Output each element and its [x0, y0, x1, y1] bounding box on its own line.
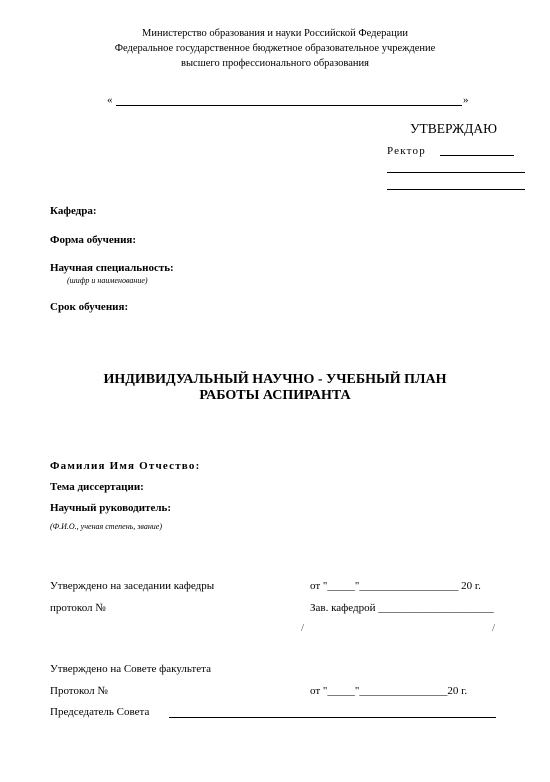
study-period-label: Срок обучения:	[50, 301, 129, 313]
thesis-topic-label: Тема диссертации:	[50, 481, 144, 493]
approval-title: УТВЕРЖДАЮ	[410, 121, 498, 136]
council-protocol-label: Протокол №	[50, 685, 108, 697]
quote-close: »	[463, 94, 469, 106]
slash-right: /	[492, 622, 496, 634]
department-label: Кафедра:	[50, 205, 97, 217]
approval-date-line	[387, 189, 525, 190]
ministry-line: Министерство образования и науки Российской Федерации	[142, 28, 408, 39]
department-head-label	[310, 602, 494, 614]
department-head-signature-line: _____________________	[378, 602, 494, 614]
council-chair-signature-line	[169, 717, 496, 718]
department-approval-date: от "_____"__________________ 20 г.	[310, 580, 481, 592]
department-head-text: Зав. кафедрой	[310, 602, 379, 614]
council-approval-text: Утверждено на Совете факультета	[50, 663, 211, 675]
council-chair-label: Председатель Совета	[50, 706, 150, 718]
document-title-line2: РАБОТЫ АСПИРАНТА	[199, 388, 351, 403]
university-name-line	[116, 105, 462, 106]
rector-name-line	[387, 172, 525, 173]
slash-left: /	[301, 622, 305, 634]
council-approval-date: от "_____"________________20 г.	[310, 685, 468, 697]
supervisor-note: (Ф.И.О., ученая степень, звание)	[50, 522, 163, 531]
education-level-line: высшего профессионального образования	[181, 58, 369, 69]
department-approval-text: Утверждено на заседании кафедры	[50, 580, 215, 592]
full-name-label: Фамилия Имя Отчество:	[50, 460, 201, 472]
specialty-note: (шифр и наименование)	[67, 276, 148, 285]
supervisor-label: Научный руководитель:	[50, 502, 171, 514]
rector-label: Ректор	[387, 145, 426, 157]
study-form-label: Форма обучения:	[50, 234, 137, 246]
document-title-line1: ИНДИВИДУАЛЬНЫЙ НАУЧНО - УЧЕБНЫЙ ПЛАН	[103, 372, 447, 387]
department-protocol-label: протокол №	[50, 602, 106, 614]
quote-open: «	[107, 94, 113, 106]
rector-signature-line	[440, 155, 514, 156]
specialty-label: Научная специальность:	[50, 262, 174, 274]
institution-type-line: Федеральное государственное бюджетное образовательное учреждение	[114, 43, 436, 54]
